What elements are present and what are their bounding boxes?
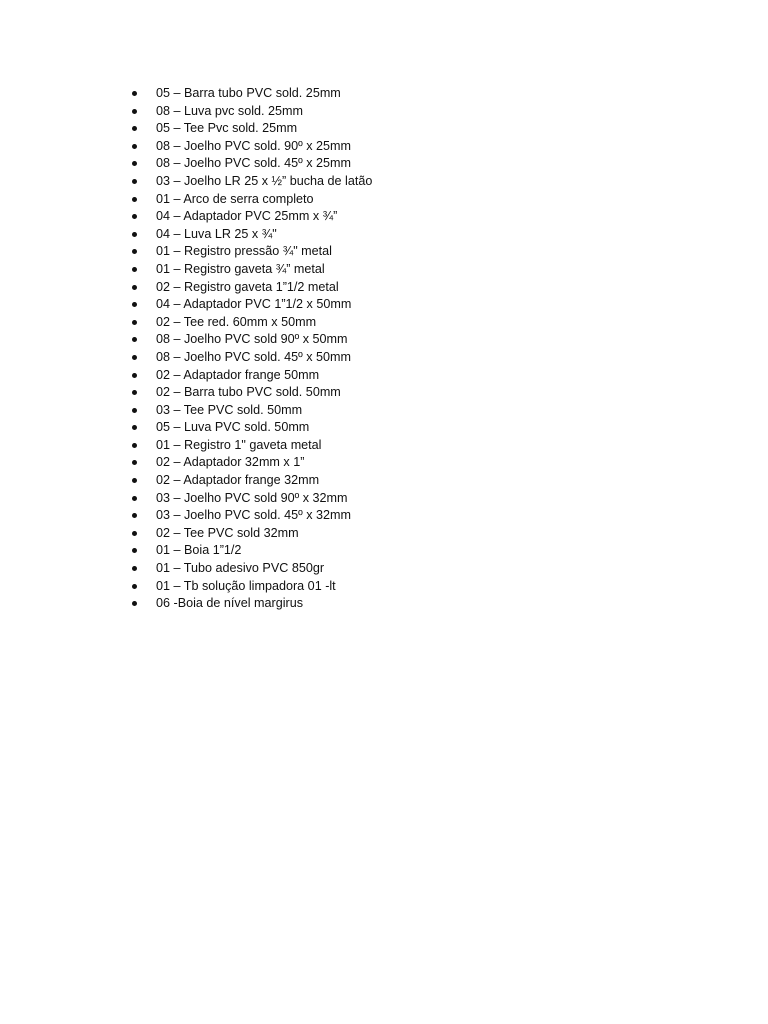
bullet-icon	[132, 601, 137, 606]
list-item-text: 06 -Boia de nível margirus	[156, 596, 303, 611]
list-item-text: 01 – Registro pressão ¾" metal	[156, 244, 332, 259]
list-item-text: 02 – Adaptador frange 50mm	[156, 367, 320, 382]
list-item-text: 01 – Boia 1”1/2	[156, 543, 242, 558]
list-item-text: 02 – Tee red. 60mm x 50mm	[156, 314, 317, 329]
bullet-icon	[132, 373, 137, 378]
bullet-icon	[132, 390, 137, 395]
bullet-icon	[132, 531, 137, 536]
list-item-text: 08 – Joelho PVC sold. 90º x 25mm	[156, 138, 352, 153]
bullet-icon	[132, 425, 137, 430]
bullet-icon	[132, 285, 137, 290]
list-item-text: 04 – Luva LR 25 x ¾"	[156, 226, 277, 241]
bullet-icon	[132, 460, 137, 465]
bullet-icon	[132, 109, 137, 114]
bullet-icon	[132, 249, 137, 254]
list-item-text: 05 – Luva PVC sold. 50mm	[156, 420, 310, 435]
list-item-text: 01 – Tb solução limpadora 01 -lt	[156, 578, 336, 593]
bullet-icon	[132, 566, 137, 571]
bullet-icon	[132, 161, 137, 166]
list-item-text: 01 – Registro 1" gaveta metal	[156, 437, 322, 452]
list-item-text: 04 – Adaptador PVC 1”1/2 x 50mm	[156, 297, 352, 312]
bullet-icon	[132, 232, 137, 237]
bullet-icon	[132, 197, 137, 202]
list-item-text: 01 – Tubo adesivo PVC 850gr	[156, 561, 325, 576]
list-item-text: 03 – Joelho LR 25 x ½” bucha de latão	[156, 173, 373, 188]
list-item-text: 02 – Tee PVC sold 32mm	[156, 525, 299, 540]
bullet-icon	[132, 408, 137, 413]
list-item-text: 03 – Joelho PVC sold. 45º x 32mm	[156, 508, 352, 523]
list-item-text: 02 – Adaptador 32mm x 1”	[156, 455, 305, 470]
bullet-icon	[132, 355, 137, 360]
list-item-text: 08 – Joelho PVC sold 90º x 50mm	[156, 332, 348, 347]
bullet-icon	[132, 337, 137, 342]
list-item-text: 05 – Barra tubo PVC sold. 25mm	[156, 86, 341, 100]
list-item-text: 05 – Tee Pvc sold. 25mm	[156, 121, 298, 136]
bullet-icon	[132, 548, 137, 553]
bullet-icon	[132, 496, 137, 501]
list-item-text: 08 – Luva pvc sold. 25mm	[156, 103, 304, 118]
list-item-text: 02 – Registro gaveta 1”1/2 metal	[156, 279, 339, 294]
list-item-text: 03 – Tee PVC sold. 50mm	[156, 402, 303, 417]
list-item-text: 01 – Arco de serra completo	[156, 191, 314, 206]
bullet-icon	[132, 478, 137, 483]
list-item-text: 03 – Joelho PVC sold 90º x 32mm	[156, 490, 348, 505]
bullet-icon	[132, 214, 137, 219]
list-item-text: 01 – Registro gaveta ¾” metal	[156, 261, 325, 276]
bullet-icon	[132, 302, 137, 307]
bullet-icon	[132, 126, 137, 131]
bullet-icon	[132, 91, 137, 96]
list-item-text: 04 – Adaptador PVC 25mm x ¾”	[156, 209, 338, 224]
list-item-text: 08 – Joelho PVC sold. 45º x 50mm	[156, 349, 352, 364]
bullet-icon	[132, 320, 137, 325]
bullet-icon	[132, 267, 137, 272]
bullet-icon	[132, 584, 137, 589]
list-item-text: 08 – Joelho PVC sold. 45º x 25mm	[156, 156, 352, 171]
list-item-text: 02 – Adaptador frange 32mm	[156, 473, 320, 488]
bullet-icon	[132, 179, 137, 184]
bullet-icon	[132, 513, 137, 518]
bullet-icon	[132, 443, 137, 448]
bullet-icon	[132, 144, 137, 149]
list-item-text: 02 – Barra tubo PVC sold. 50mm	[156, 385, 341, 400]
